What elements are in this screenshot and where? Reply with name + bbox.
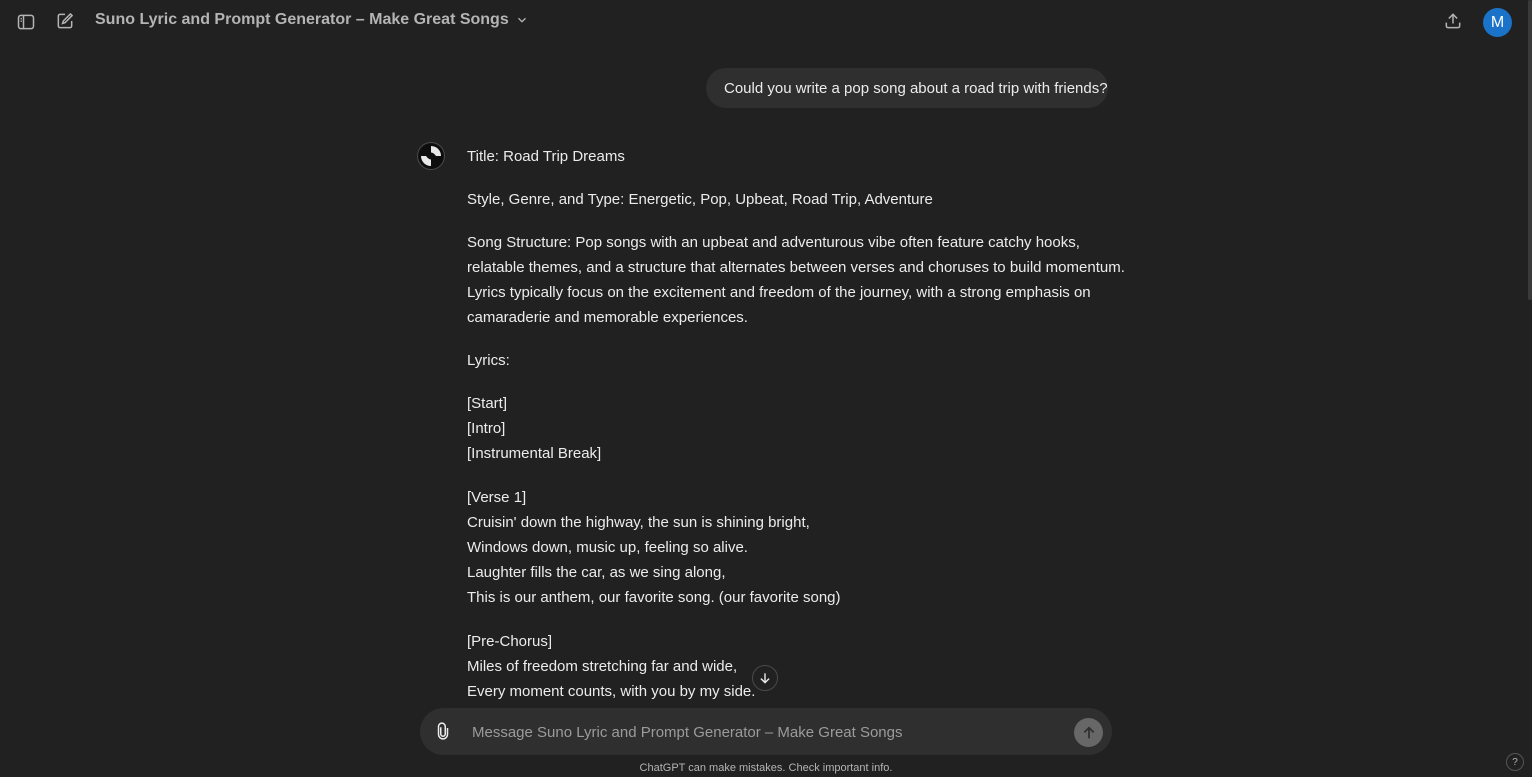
- message-composer: [420, 708, 1112, 755]
- page-scrollbar[interactable]: [1528, 0, 1532, 300]
- lyric-line: Windows down, music up, feeling so alive.: [467, 539, 748, 556]
- song-title: Title: Road Trip Dreams: [467, 148, 625, 165]
- user-message: Could you write a pop song about a road trip with friends?: [706, 68, 1108, 108]
- structure-line: Lyrics typically focus on the excitement and freedom of the journey, with a strong emphasis on: [467, 284, 1091, 301]
- structure-line: Song Structure: Pop songs with an upbeat and adventurous vibe often feature catchy hooks,: [467, 234, 1080, 251]
- model-title: Suno Lyric and Prompt Generator – Make Great Songs: [95, 11, 509, 28]
- lyrics-start-section: [467, 391, 1107, 466]
- lyric-line: [Pre-Chorus]: [467, 633, 553, 650]
- lyrics-pre-chorus: [467, 629, 1107, 704]
- lyric-line: [Instrumental Break]: [467, 445, 602, 462]
- structure-line: camaraderie and memorable experiences.: [467, 309, 748, 326]
- message-input[interactable]: [470, 718, 1064, 746]
- lyric-line: Every moment counts, with you by my side.: [467, 683, 756, 700]
- arrow-up-icon: [1081, 725, 1097, 741]
- arrow-down-icon: [758, 671, 772, 685]
- lyrics-verse-1: [467, 485, 1107, 610]
- structure-line: relatable themes, and a structure that alternates between verses and choruses to build momentum.: [467, 259, 1125, 276]
- lyric-line: Cruisin' down the highway, the sun is shining bright,: [467, 514, 810, 531]
- lyric-line: [Verse 1]: [467, 489, 527, 506]
- new-chat-icon: [55, 11, 75, 31]
- share-icon: [1443, 11, 1463, 31]
- song-structure: [467, 230, 1125, 330]
- lyrics-label: Lyrics:: [467, 352, 510, 369]
- send-button[interactable]: [1074, 718, 1103, 747]
- scroll-to-bottom-button[interactable]: [752, 665, 778, 691]
- lyric-line: Laughter fills the car, as we sing along,: [467, 564, 726, 581]
- song-style: Style, Genre, and Type: Energetic, Pop, Upbeat, Road Trip, Adventure: [467, 191, 933, 208]
- chevron-down-icon: [515, 13, 529, 27]
- assistant-avatar: [417, 142, 445, 170]
- lyric-line: [Intro]: [467, 420, 506, 437]
- sidebar-toggle-button[interactable]: [12, 8, 40, 36]
- share-button[interactable]: [1439, 7, 1467, 35]
- lyric-line: This is our anthem, our favorite song. (our favorite song): [467, 589, 841, 606]
- lyric-line: [Start]: [467, 395, 508, 412]
- attach-button[interactable]: [430, 718, 456, 744]
- sidebar-toggle-icon: [16, 12, 36, 32]
- top-bar: [0, 0, 1532, 44]
- help-button[interactable]: ?: [1506, 753, 1524, 771]
- gpt-logo-icon: [418, 143, 444, 169]
- lyric-line: Miles of freedom stretching far and wide,: [467, 658, 738, 675]
- paperclip-icon: [434, 722, 452, 740]
- assistant-message: [467, 144, 1125, 723]
- disclaimer-text: ChatGPT can make mistakes. Check important info.: [639, 762, 893, 774]
- user-avatar[interactable]: M: [1483, 8, 1512, 37]
- model-selector[interactable]: [95, 11, 529, 29]
- new-chat-button[interactable]: [51, 7, 79, 35]
